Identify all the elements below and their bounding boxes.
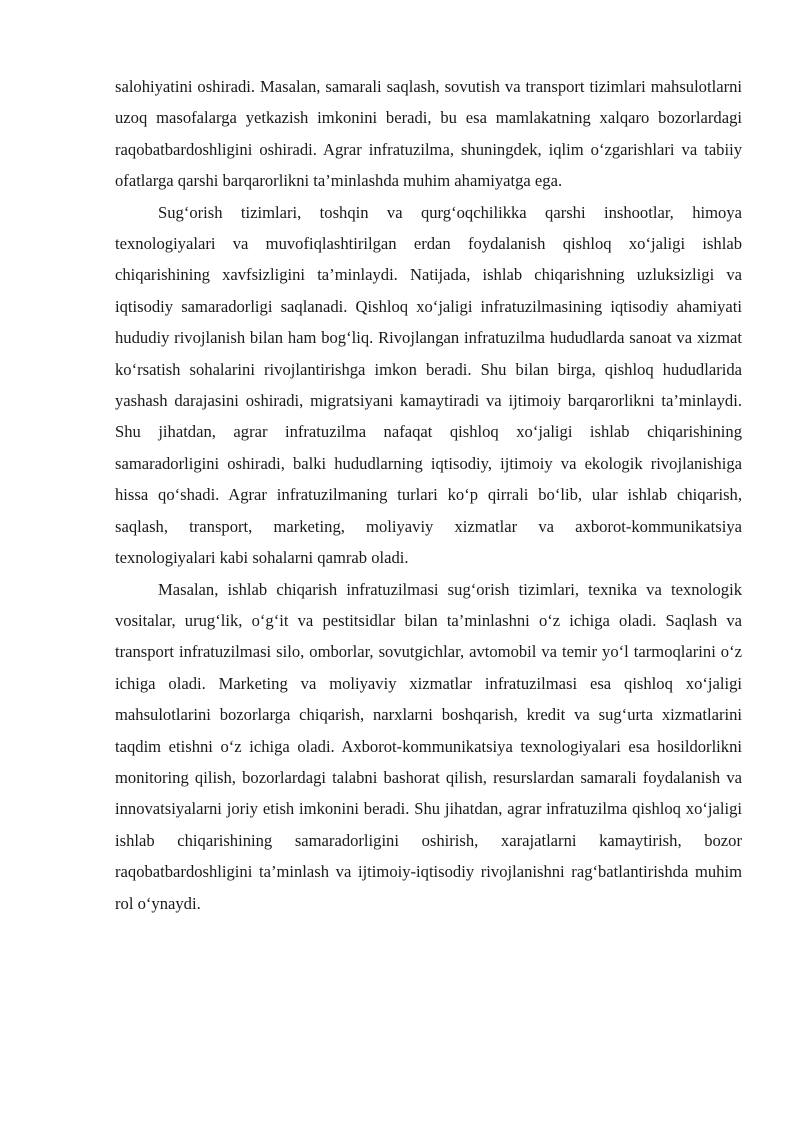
body-text (115, 71, 742, 919)
paragraph-continuation: salohiyatini oshiradi. Masalan, samarali saqlash, sovutish va transport tizimlari mahsulotlarni uzoq masofalarga yetkazish imkonini beradi, bu esa mamlakatning xalqaro bozorlardagi raqobatbardoshligini oshiradi. Agrar infratuzilma, shuningdek, iqlim o‘zgarishlari va tabiiy ofatlarga qarshi barqarorlikni ta’minlashda muhim ahamiyatga ega. (115, 77, 742, 191)
paragraph: Masalan, ishlab chiqarish infratuzilmasi sug‘orish tizimlari, texnika va texnologik vositalar, urug‘lik, o‘g‘it va pestitsidlar bilan ta’minlashni o‘z ichiga oladi. Saqlash va transport infratuzilmasi silo, omborlar, sovutgichlar, avtomobil va temir yo‘l tarmoqlarini o‘z ichiga oladi. Marketing va moliyaviy xizmatlar infratuzilmasi esa qishloq xo‘jaligi mahsulotlarini bozorlarga chiqarish, narxlarni boshqarish, kredit va sug‘urta xizmatlarini taqdim etishni o‘z ichiga oladi. Axborot-kommunikatsiya texnologiyalari esa hosildorlikni monitoring qilish, bozorlardagi talabni bashorat qilish, resurslardan samarali foydalanish va innovatsiyalarni joriy etish imkonini beradi. Shu jihatdan, agrar infratuzilma qishloq xo‘jaligi ishlab chiqarishining samaradorligini oshirish, xarajatlarni kamaytirish, bozor raqobatbardoshligini ta’minlash va ijtimoiy-iqtisodiy rivojlanishni rag‘batlantirishda muhim rol o‘ynaydi. (115, 579, 742, 913)
paragraph: Sug‘orish tizimlari, toshqin va qurg‘oqchilikka qarshi inshootlar, himoya texnologiyalari va muvofiqlashtirilgan erdan foydalanish qishloq xo‘jaligi ishlab chiqarishining xavfsizligini ta’minlaydi. Natijada, ishlab chiqarishning uzluksizligi va iqtisodiy samaradorligi saqlanadi. Qishloq xo‘jaligi infratuzilmasining iqtisodiy ahamiyati hududiy rivojlanish bilan ham bog‘liq. Rivojlangan infratuzilma hududlarda sanoat va xizmat ko‘rsatish sohalarini rivojlantirishga imkon beradi. Shu bilan birga, qishloq hududlarida yashash darajasini oshiradi, migratsiyani kamaytiradi va ijtimoiy barqarorlikni ta’minlaydi. Shu jihatdan, agrar infratuzilma nafaqat qishloq xo‘jaligi ishlab chiqarishining samaradorligini oshiradi, balki hududlarning iqtisodiy, ijtimoiy va ekologik rivojlanishiga hissa qo‘shadi. Agrar infratuzilmaning turlari ko‘p qirrali bo‘lib, ular ishlab chiqarish, saqlash, transport, marketing, moliyaviy xizmatlar va axborot-kommunikatsiya texnologiyalari kabi sohalarni qamrab oladi. (115, 202, 742, 568)
